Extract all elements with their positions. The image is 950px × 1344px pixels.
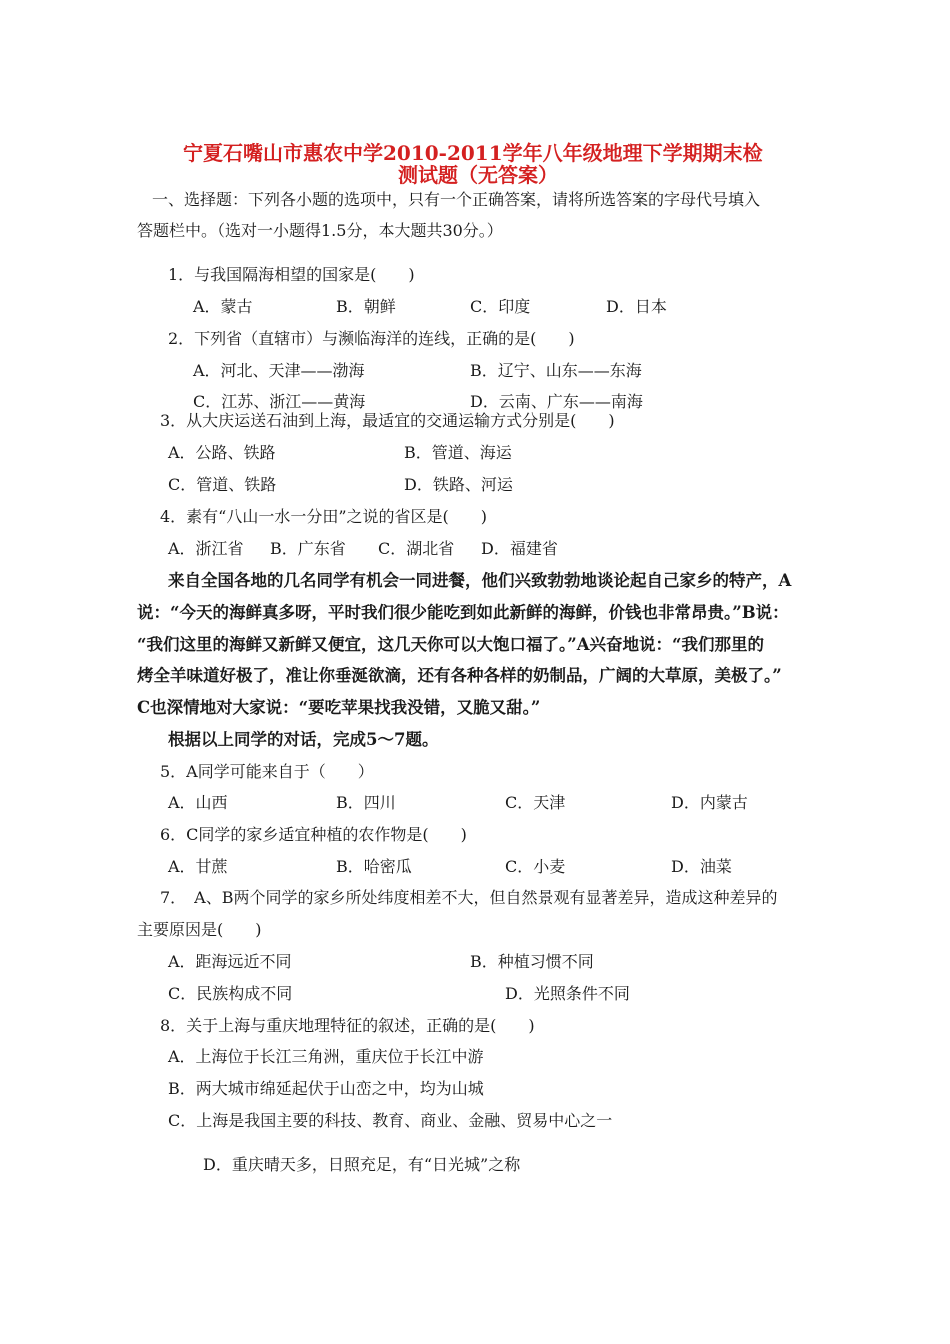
section-intro-line-1: 一、选择题：下列各小题的选项中，只有一个正确答案，请将所选答案的字母代号填入 [152,190,761,209]
title-line-2: 测试题（无答案） [398,163,558,187]
passage-line-3: “我们这里的海鲜又新鲜又便宜，这几天你可以大饱口福了。”A兴奋地说：“我们那里的 [137,635,765,654]
q3-stem: 3．从大庆运送石油到上海，最适宜的交通运输方式分别是( ) [160,411,615,430]
q1-option-a: A．蒙古 [193,297,253,316]
q2-option-a: A．河北、天津——渤海 [193,361,365,380]
q2-stem: 2．下列省（直辖市）与濒临海洋的连线，正确的是( ) [168,329,575,348]
q4-option-a: A．浙江省 [168,539,244,558]
q1-option-c: C．印度 [470,297,531,316]
q7-option-d: D．光照条件不同 [505,984,630,1003]
q6-option-d: D．油菜 [671,857,732,876]
q5-option-d: D．内蒙古 [671,793,748,812]
q8-option-d: D．重庆晴天多，日照充足，有“日光城”之称 [203,1155,521,1174]
q7-stem-line-2: 主要原因是( ) [137,920,262,939]
q2-option-c: C．江苏、浙江——黄海 [193,392,366,411]
q5-option-a: A．山西 [168,793,228,812]
q3-option-c: C．管道、铁路 [168,475,277,494]
q3-option-d: D．铁路、河运 [404,475,513,494]
passage-line-2: 说：“今天的海鲜真多呀，平时我们很少能吃到如此新鲜的海鲜，价钱也非常昂贵。”B说： [137,603,789,622]
q1-option-b: B．朝鲜 [336,297,396,316]
q5-option-c: C．天津 [505,793,566,812]
q8-stem: 8．关于上海与重庆地理特征的叙述，正确的是( ) [160,1016,535,1035]
q2-option-b: B．辽宁、山东——东海 [470,361,642,380]
q4-option-d: D．福建省 [481,539,558,558]
q5-stem: 5．A同学可能来自于（ ） [160,762,374,781]
passage-line-5: C也深情地对大家说：“要吃苹果找我没错，又脆又甜。” [137,698,541,717]
q7-stem-line-1: 7． A、B两个同学的家乡所处纬度相差不大，但自然景观有显著差异，造成这种差异的 [160,888,778,907]
q8-option-a: A．上海位于长江三角洲，重庆位于长江中游 [168,1047,484,1066]
q1-stem: 1．与我国隔海相望的国家是( ) [168,265,415,284]
title-line-1: 宁夏石嘴山市惠农中学2010-2011学年八年级地理下学期期末检 [183,141,763,165]
q7-option-a: A．距海远近不同 [168,952,292,971]
q6-option-a: A．甘蔗 [168,857,228,876]
q4-stem: 4．素有“八山一水一分田”之说的省区是( ) [160,507,488,526]
passage-line-4: 烤全羊味道好极了，准让你垂涎欲滴，还有各种各样的奶制品，广阔的大草原，美极了。” [137,666,782,685]
q6-stem: 6．C同学的家乡适宜种植的农作物是( ) [160,825,467,844]
q4-option-c: C．湖北省 [378,539,455,558]
q3-option-a: A．公路、铁路 [168,443,276,462]
q7-option-c: C．民族构成不同 [168,984,293,1003]
q8-option-c: C．上海是我国主要的科技、教育、商业、金融、贸易中心之一 [168,1111,613,1130]
q2-option-d: D．云南、广东——南海 [470,392,643,411]
q4-option-b: B．广东省 [270,539,346,558]
passage-line-1: 来自全国各地的几名同学有机会一同进餐，他们兴致勃勃地谈论起自己家乡的特产，A [168,571,792,590]
q6-option-b: B．哈密瓜 [336,857,412,876]
q1-option-d: D．日本 [606,297,667,316]
q7-option-b: B．种植习惯不同 [470,952,594,971]
passage-line-6: 根据以上同学的对话，完成5～7题。 [168,730,439,749]
q3-option-b: B．管道、海运 [404,443,512,462]
q8-option-b: B．两大城市绵延起伏于山峦之中，均为山城 [168,1079,484,1098]
q5-option-b: B．四川 [336,793,396,812]
section-intro-line-2: 答题栏中。（选对一小题得1.5分，本大题共30分。） [137,221,503,240]
q6-option-c: C．小麦 [505,857,566,876]
